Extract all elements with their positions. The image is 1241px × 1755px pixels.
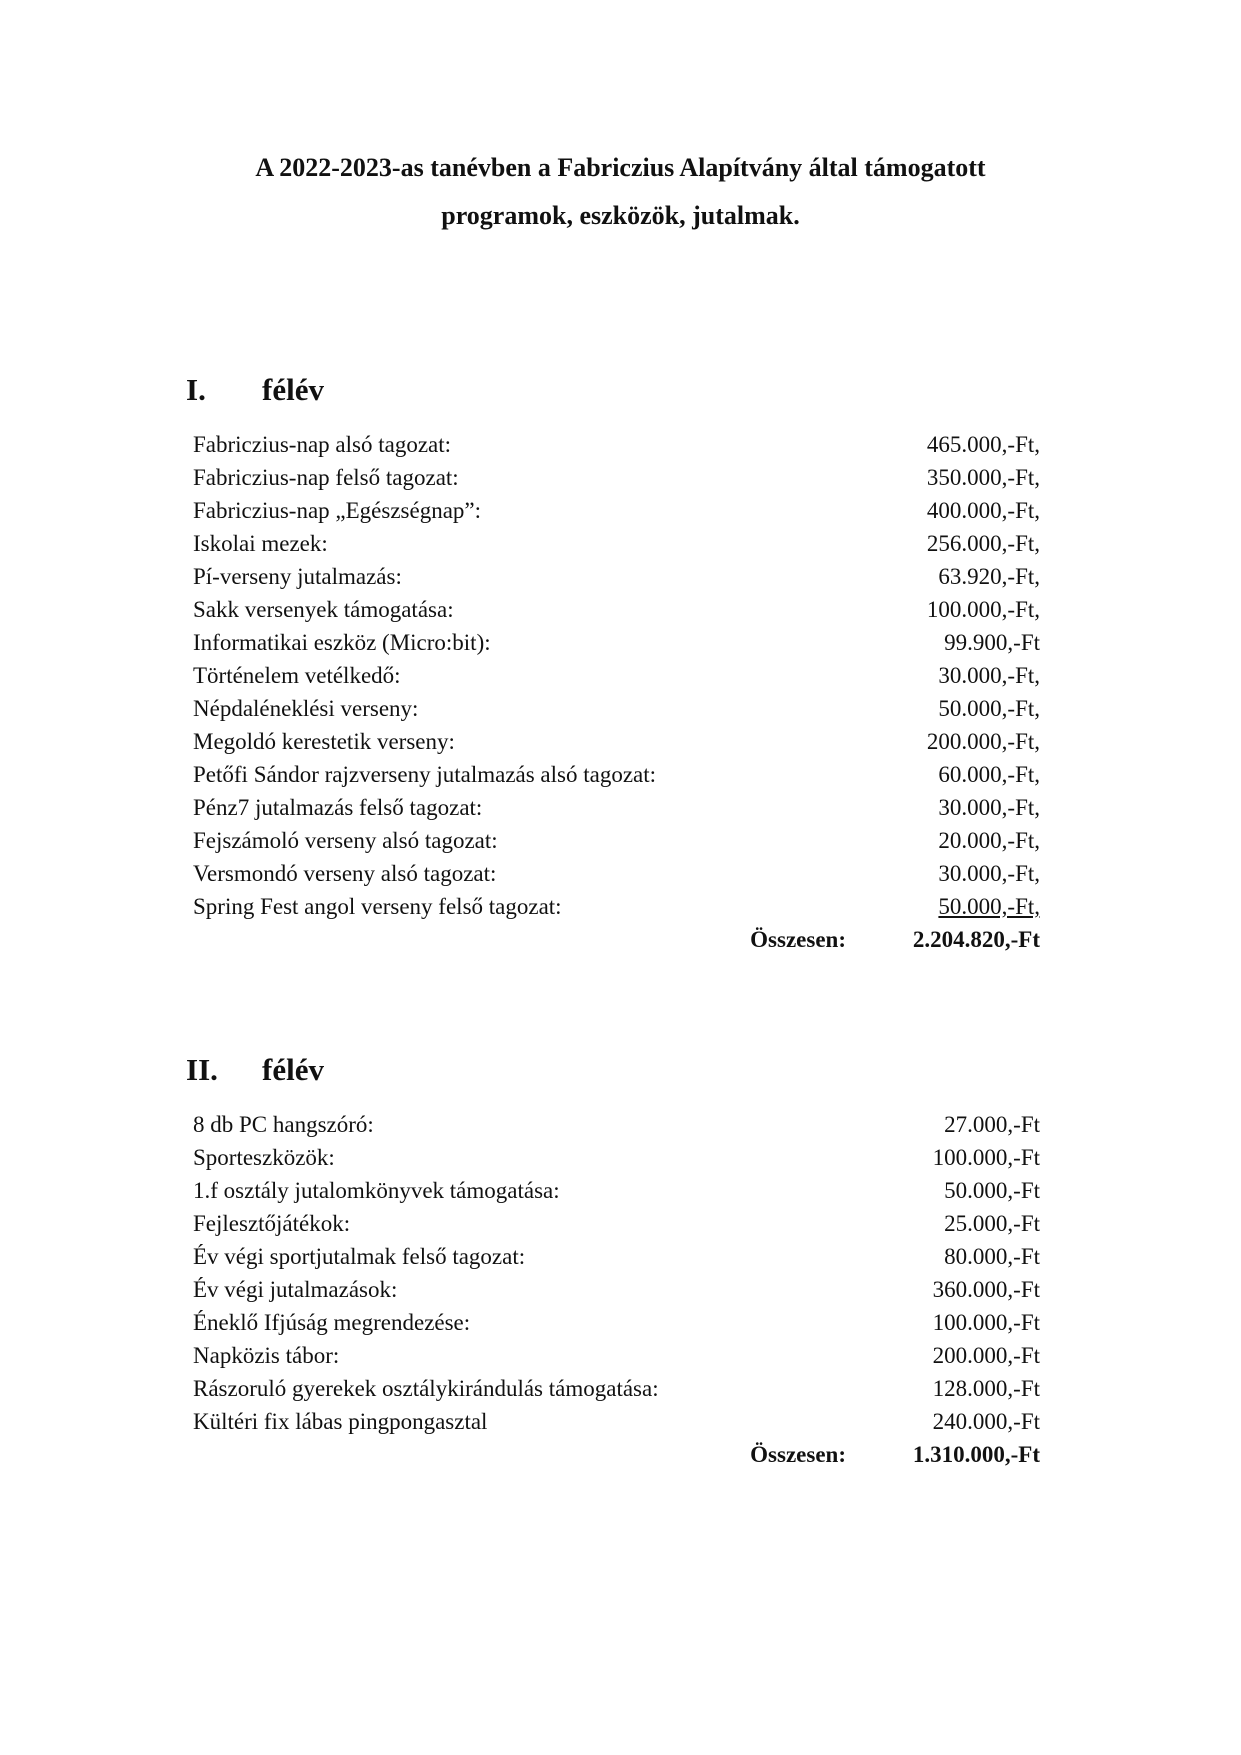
expense-amount: 465.000,-Ft,	[926, 432, 1040, 457]
expense-label: Éneklő Ifjúság megrendezése:	[193, 1310, 471, 1335]
expense-label: Petőfi Sándor rajzverseny jutalmazás alsó tagozat:	[193, 762, 657, 787]
expense-amount: 27.000,-Ft	[944, 1112, 1040, 1137]
expense-list	[193, 1108, 1040, 1471]
expense-amount: 50.000,-Ft	[944, 1178, 1040, 1203]
expense-amount: 50.000,-Ft,	[938, 696, 1040, 721]
expense-row	[193, 1273, 1040, 1306]
section-numeral: I.	[186, 372, 206, 407]
expense-row	[193, 1240, 1040, 1273]
expense-label: Napközis tábor:	[193, 1343, 340, 1368]
total-amount: 2.204.820,-Ft	[912, 927, 1040, 952]
expense-amount: 80.000,-Ft	[944, 1244, 1040, 1269]
expense-row	[193, 659, 1040, 692]
expense-label: Év végi jutalmazások:	[193, 1277, 398, 1302]
expense-row	[193, 560, 1040, 593]
expense-amount: 100.000,-Ft,	[926, 597, 1040, 622]
expense-row	[193, 1174, 1040, 1207]
expense-amount: 240.000,-Ft	[932, 1409, 1040, 1434]
expense-amount: 63.920,-Ft,	[938, 564, 1040, 589]
expense-amount: 30.000,-Ft,	[938, 861, 1040, 886]
expense-label: Pí-verseny jutalmazás:	[193, 564, 402, 589]
section-heading	[186, 1052, 324, 1088]
document-title	[0, 144, 1241, 240]
expense-amount: 20.000,-Ft,	[938, 828, 1040, 853]
title-line-2: programok, eszközök, jutalmak.	[441, 201, 800, 230]
expense-label: Fejlesztőjátékok:	[193, 1211, 351, 1236]
expense-row	[193, 692, 1040, 725]
expense-amount: 360.000,-Ft	[932, 1277, 1040, 1302]
expense-label: Iskolai mezek:	[193, 531, 328, 556]
expense-row	[193, 1339, 1040, 1372]
total-row	[193, 1438, 1040, 1471]
expense-amount: 100.000,-Ft	[932, 1310, 1040, 1335]
expense-row	[193, 1108, 1040, 1141]
expense-row	[193, 1405, 1040, 1438]
total-label: Összesen:	[750, 927, 846, 952]
expense-label: Sporteszközök:	[193, 1145, 335, 1170]
section-heading-text: félév	[262, 372, 324, 407]
expense-label: Pénz7 jutalmazás felső tagozat:	[193, 795, 483, 820]
expense-amount: 100.000,-Ft	[932, 1145, 1040, 1170]
expense-amount: 99.900,-Ft	[944, 630, 1040, 655]
expense-label: Megoldó kerestetik verseny:	[193, 729, 455, 754]
total-label: Összesen:	[750, 1442, 846, 1467]
expense-label: Fabriczius-nap felső tagozat:	[193, 465, 459, 490]
expense-row	[193, 461, 1040, 494]
expense-label: Kültéri fix lábas pingpongasztal	[193, 1409, 488, 1434]
expense-label: Történelem vetélkedő:	[193, 663, 401, 688]
expense-amount: 200.000,-Ft,	[926, 729, 1040, 754]
expense-list	[193, 428, 1040, 956]
expense-row	[193, 1141, 1040, 1174]
expense-amount: 25.000,-Ft	[944, 1211, 1040, 1236]
expense-label: Spring Fest angol verseny felső tagozat:	[193, 894, 562, 919]
expense-row	[193, 1207, 1040, 1240]
expense-row	[193, 1306, 1040, 1339]
expense-row	[193, 527, 1040, 560]
expense-amount: 200.000,-Ft	[932, 1343, 1040, 1368]
expense-row	[193, 428, 1040, 461]
expense-row	[193, 857, 1040, 890]
expense-row	[193, 494, 1040, 527]
expense-label: Népdaléneklési verseny:	[193, 696, 419, 721]
expense-row	[193, 626, 1040, 659]
expense-amount: 400.000,-Ft,	[926, 498, 1040, 523]
expense-amount: 30.000,-Ft,	[938, 663, 1040, 688]
expense-row	[193, 791, 1040, 824]
title-line-1: A 2022-2023-as tanévben a Fabriczius Alapítvány által támogatott	[255, 153, 986, 182]
expense-row	[193, 758, 1040, 791]
total-row	[193, 923, 1040, 956]
expense-label: Év végi sportjutalmak felső tagozat:	[193, 1244, 526, 1269]
expense-amount: 128.000,-Ft	[932, 1376, 1040, 1401]
expense-label: 1.f osztály jutalomkönyvek támogatása:	[193, 1178, 560, 1203]
expense-amount: 60.000,-Ft,	[938, 762, 1040, 787]
expense-row	[193, 890, 1040, 923]
expense-amount: 350.000,-Ft,	[926, 465, 1040, 490]
expense-amount: 256.000,-Ft,	[926, 531, 1040, 556]
expense-label: Fabriczius-nap alsó tagozat:	[193, 432, 452, 457]
expense-label: Rászoruló gyerekek osztálykirándulás támogatása:	[193, 1376, 659, 1401]
expense-amount: 50.000,-Ft,	[938, 894, 1040, 919]
expense-row	[193, 1372, 1040, 1405]
expense-row	[193, 725, 1040, 758]
expense-row	[193, 824, 1040, 857]
expense-label: Fabriczius-nap „Egészségnap”:	[193, 498, 482, 523]
expense-label: Informatikai eszköz (Micro:bit):	[193, 630, 491, 655]
expense-amount: 30.000,-Ft,	[938, 795, 1040, 820]
expense-label: Sakk versenyek támogatása:	[193, 597, 454, 622]
expense-label: Versmondó verseny alsó tagozat:	[193, 861, 497, 886]
section-heading-text: félév	[262, 1052, 324, 1087]
section-heading	[186, 372, 324, 408]
section-numeral: II.	[186, 1052, 218, 1087]
expense-label: Fejszámoló verseny alsó tagozat:	[193, 828, 498, 853]
total-amount: 1.310.000,-Ft	[912, 1442, 1040, 1467]
expense-label: 8 db PC hangszóró:	[193, 1112, 374, 1137]
expense-row	[193, 593, 1040, 626]
